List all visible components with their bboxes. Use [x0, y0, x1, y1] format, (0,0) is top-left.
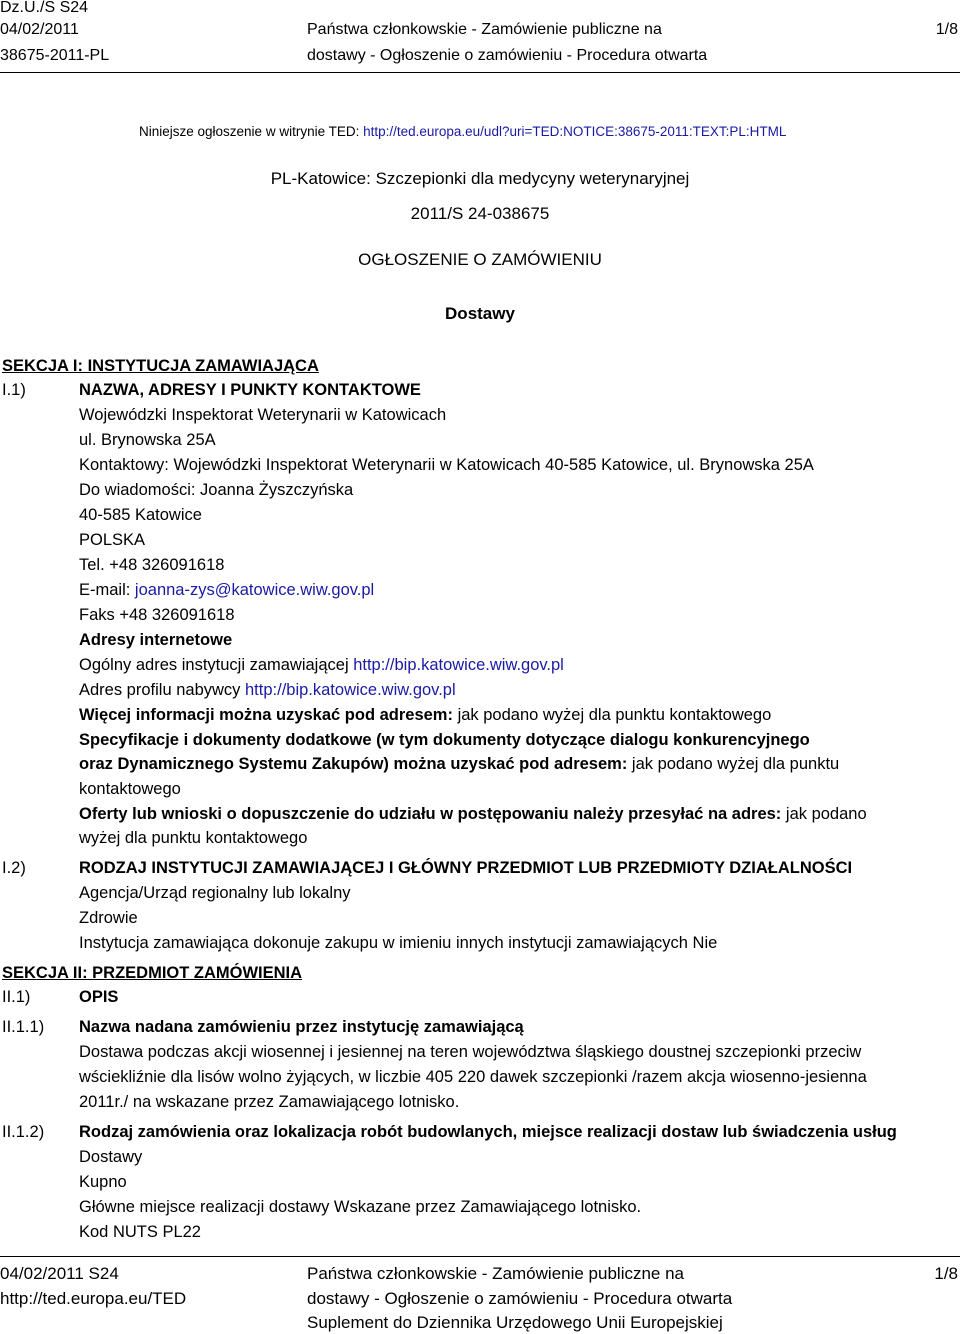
spec-label-line1: Specyfikacje i dokumenty dodatkowe (w tym dokumenty dotyczące dialogu konkurencyjnego [79, 731, 810, 749]
s211-text-line3: 2011r./ na wskazane przez Zamawiającego lotnisko. [79, 1093, 460, 1111]
footer-rule [0, 1256, 960, 1257]
notice-kind: OGŁOSZENIE O ZAMÓWIENIU [358, 250, 602, 269]
more-info-value: jak podano wyżej dla punktu kontaktowego [452, 706, 772, 724]
general-address-link[interactable]: http://bip.katowice.wiw.gov.pl [353, 656, 564, 674]
s211-title: Nazwa nadana zamówieniu przez instytucję zamawiającą [79, 1018, 524, 1036]
more-info-line [79, 703, 771, 728]
section-2-heading: SEKCJA II: PRZEDMIOT ZAMÓWIENIA [2, 964, 303, 982]
buyer-profile-line [79, 678, 456, 703]
org-country: POLSKA [79, 531, 146, 549]
header-doc-ref: 38675-2011-PL [0, 47, 110, 64]
footer-url[interactable]: http://ted.europa.eu/TED [0, 1289, 187, 1308]
s21-title: OPIS [79, 988, 119, 1006]
contract-type-heading: Dostawy [445, 304, 515, 323]
s12-number: I.2) [2, 859, 26, 877]
s211-text-line1: Dostawa podczas akcji wiosennej i jesiennej na teren województwa śląskiego doustnej szczepionki przeciw [79, 1043, 862, 1061]
s11-number: I.1) [2, 381, 26, 399]
buyer-profile-link[interactable]: http://bip.katowice.wiw.gov.pl [245, 681, 456, 699]
ted-notice-line [139, 123, 786, 141]
s12-title: RODZAJ INSTYTUCJI ZAMAWIAJĄCEJ I GŁÓWNY PRZEDMIOT LUB PRZEDMIOTY DZIAŁALNOŚCI [79, 859, 853, 877]
contact-point: Kontaktowy: Wojewódzki Inspektorat Weterynarii w Katowicach 40-585 Katowice, ul. Brynowska 25A [79, 456, 814, 474]
email-label: E-mail: [79, 581, 135, 599]
spec-label-line2: oraz Dynamicznego Systemu Zakupów) można uzyskać pod adresem: [79, 755, 628, 773]
on-behalf-statement: Instytucja zamawiająca dokonuje zakupu w imieniu innych instytucji zamawiających Nie [79, 934, 718, 952]
more-info-label: Więcej informacji można uzyskać pod adresem: [79, 706, 453, 724]
footer-title-line2: dostawy - Ogłoszenie o zamówieniu - Procedura otwarta [307, 1289, 733, 1308]
s11-title: NAZWA, ADRESY I PUNKTY KONTAKTOWE [79, 381, 421, 399]
org-city: 40-585 Katowice [79, 506, 202, 524]
authority-type: Agencja/Urząd regionalny lub lokalny [79, 884, 351, 902]
attention-of: Do wiadomości: Joanna Żyszczyńska [79, 481, 354, 499]
s212-delivery-place: Główne miejsce realizacji dostawy Wskazane przez Zamawiającego lotnisko. [79, 1198, 642, 1216]
footer-title-line1: Państwa członkowskie - Zamówienie publiczne na [307, 1264, 685, 1283]
offers-line1 [79, 802, 867, 827]
s212-number: II.1.2) [2, 1123, 45, 1141]
s211-number: II.1.1) [2, 1018, 45, 1036]
s21-number: II.1) [2, 988, 31, 1006]
s212-purchase-category: Kupno [79, 1173, 127, 1191]
spec-line2 [79, 752, 839, 777]
buyer-profile-label: Adres profilu nabywcy [79, 681, 245, 699]
offers-value-line1: jak podano [781, 805, 867, 823]
journal-ref: Dz.U./S S24 [0, 0, 89, 16]
notice-number: 2011/S 24-038675 [410, 204, 550, 223]
ted-intro-text: Niniejsze ogłoszenie w witrynie TED: [139, 124, 364, 139]
s212-contract-type: Dostawy [79, 1148, 143, 1166]
section-1-heading: SEKCJA I: INSTYTUCJA ZAMAWIAJĄCA [2, 357, 319, 375]
header-date: 04/02/2011 [0, 21, 79, 38]
phone: Tel. +48 326091618 [79, 556, 225, 574]
general-address-label: Ogólny adres instytucji zamawiającej [79, 656, 354, 674]
email-link[interactable]: joanna-zys@katowice.wiw.gov.pl [134, 581, 375, 599]
web-addresses-heading: Adresy internetowe [79, 631, 233, 649]
spec-value-line1: jak podano wyżej dla punktu [627, 755, 840, 773]
header-title-line2: dostawy - Ogłoszenie o zamówieniu - Procedura otwarta [307, 47, 708, 64]
email-line [79, 578, 374, 603]
footer-date-issue: 04/02/2011 S24 [0, 1264, 119, 1283]
offers-label: Oferty lub wnioski o dopuszczenie do udziału w postępowaniu należy przesyłać na adres: [79, 805, 782, 823]
org-name: Wojewódzki Inspektorat Weterynarii w Katowicach [79, 406, 447, 424]
header-page-number: 1/8 [935, 21, 958, 38]
main-activity: Zdrowie [79, 909, 138, 927]
header-rule [0, 72, 960, 73]
footer-supplement: Suplement do Dziennika Urzędowego Unii Europejskiej [307, 1313, 723, 1332]
footer-page-number: 1/8 [934, 1264, 958, 1283]
ted-notice-link[interactable]: http://ted.europa.eu/udl?uri=TED:NOTICE:38675-2011:TEXT:PL:HTML [363, 124, 787, 139]
offers-value-line2: wyżej dla punktu kontaktowego [79, 829, 308, 847]
header-title-line1: Państwa członkowskie - Zamówienie publiczne na [307, 21, 662, 38]
s211-text-line2: wściekliźnie dla lisów wolno żyjących, w liczbie 405 220 dawek szczepionki /razem akcja wiosenno-jesienna [79, 1068, 867, 1086]
s212-title: Rodzaj zamówienia oraz lokalizacja robót budowlanych, miejsce realizacji dostaw lub świadczenia usług [79, 1123, 897, 1141]
fax: Faks +48 326091618 [79, 606, 235, 624]
notice-title: PL-Katowice: Szczepionki dla medycyny weterynaryjnej [270, 169, 690, 188]
general-address-line [79, 653, 564, 678]
spec-value-line2: kontaktowego [79, 780, 181, 798]
s212-nuts-code: Kod NUTS PL22 [79, 1223, 201, 1241]
org-street: ul. Brynowska 25A [79, 431, 216, 449]
